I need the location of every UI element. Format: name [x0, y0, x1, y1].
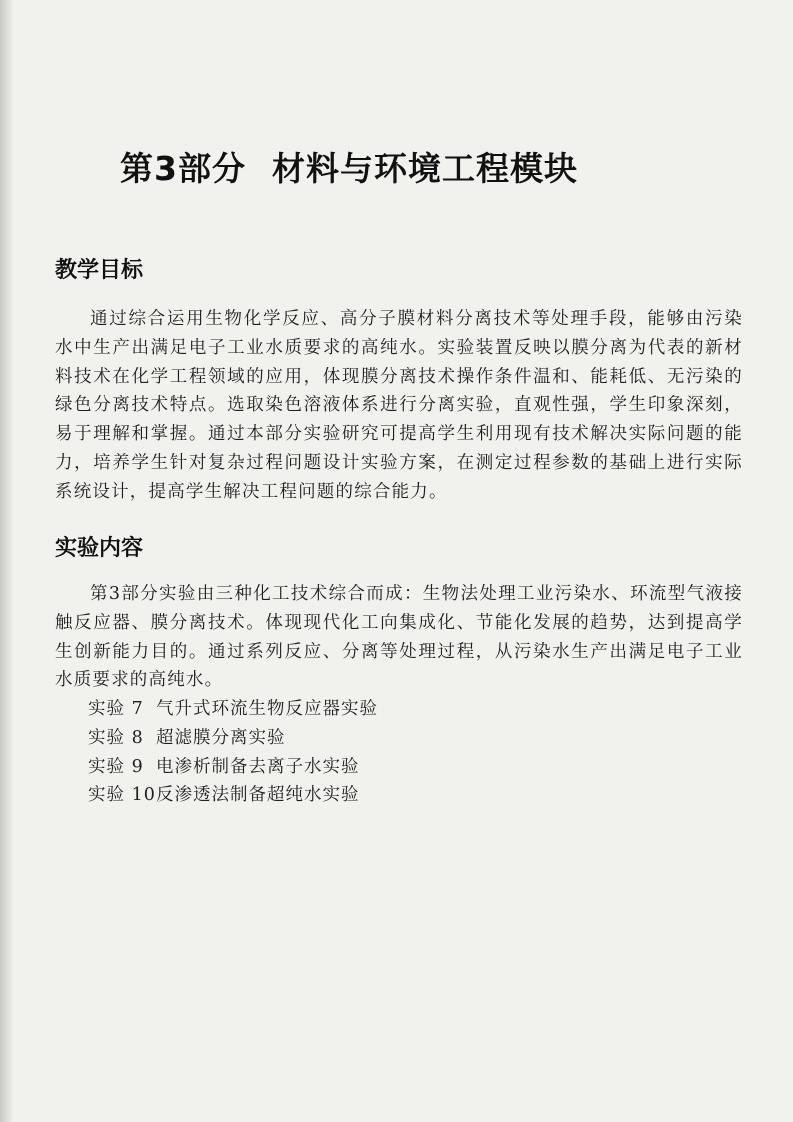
- experiment-list: [88, 695, 378, 810]
- section-heading-objectives: 教学目标: [55, 258, 144, 283]
- module-name: 材料与环境工程模块: [271, 149, 578, 188]
- part-number: 第3部分: [120, 149, 246, 188]
- list-item: 实验 7 气升式环流生物反应器实验: [88, 699, 378, 719]
- objectives-paragraph: 通过综合运用生物化学反应、高分子膜材料分离技术等处理手段，能够由污染水中生产出满足电子工业水质要求的高纯水。实验装置反映以膜分离为代表的新材料技术在化学工程领域的应用，体现膜分离技术操作条件温和、能耗低、无污染的绿色分离技术特点。选取染色溶液体系进行分离实验，直观性强，学生印象深刻，易于理解和掌握。通过本部分实验研究可提高学生利用现有技术解决实际问题的能力，培养学生针对复杂过程问题设计实验方案，在测定过程参数的基础上进行实际系统设计，提高学生解决工程问题的综合能力。: [55, 309, 743, 502]
- page-edge-shadow: [0, 0, 14, 1122]
- list-item: 实验 8 超滤膜分离实验: [88, 727, 286, 748]
- list-item: 实验 10反渗透法制备超纯水实验: [88, 785, 360, 806]
- content-paragraph: 第3部分实验由三种化工技术综合而成：生物法处理工业污染水、环流型气液接触反应器、膜分离技术。体现现代化工向集成化、节能化发展的趋势，达到提高学生创新能力目的。通过系列反应、分离等处理过程，从污染水生产出满足电子工业水质要求的高纯水。: [55, 584, 743, 691]
- page-title: [120, 143, 578, 190]
- list-item: 实验 9 电渗析制备去离子水实验: [88, 756, 360, 777]
- section-heading-content: 实验内容: [55, 536, 144, 561]
